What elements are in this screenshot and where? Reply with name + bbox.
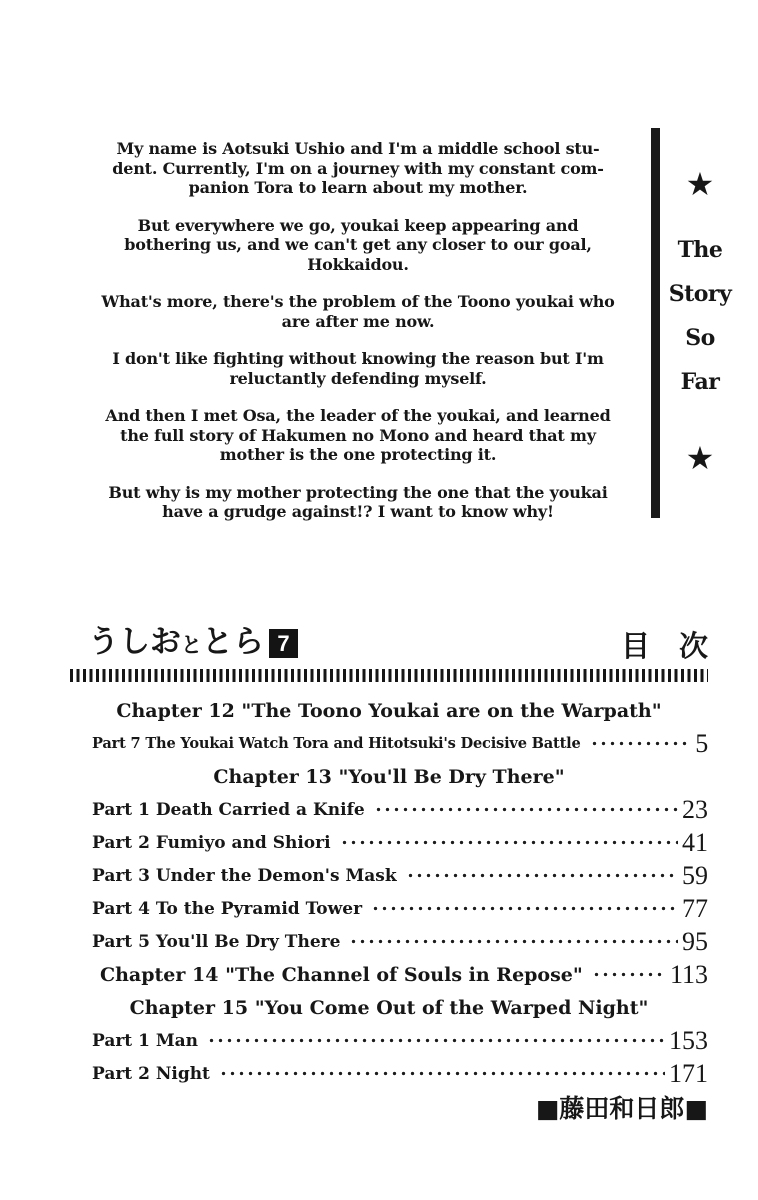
story-paragraph: But everywhere we go, youkai keep appearing and bothering us, and we can't get any closer to our goal, Hokkaidou. [124, 215, 592, 274]
toc-chapter-row [70, 958, 708, 991]
entry-label: Part 4 To the Pyramid Tower [92, 898, 363, 919]
page-number: 153 [669, 1026, 708, 1055]
series-title-particle: と [181, 633, 202, 657]
toc-part-row [70, 727, 708, 760]
toc-header [70, 624, 708, 662]
author-credit: ■藤田和日郎■ [535, 1094, 708, 1123]
series-title [88, 625, 298, 662]
table-of-contents [70, 624, 708, 1124]
story-paragraph: And then I met Osa, the leader of the youkai, and learned the full story of Hakumen no Mono and heard that my mother is the one protecting it. [105, 406, 611, 464]
contents-label: 目 次 [620, 629, 708, 663]
page-number: 59 [682, 861, 708, 890]
story-recap-text [66, 139, 650, 522]
page-number: 5 [695, 729, 708, 758]
toc-part-row [70, 826, 708, 859]
dot-leader [217, 1069, 665, 1078]
page-number: 77 [682, 894, 708, 923]
dot-leader [372, 805, 678, 814]
story-paragraph: My name is Aotsuki Ushio and I'm a middle school stu- dent. Currently, I'm on a journey with my constant com- panion Tora to learn about my mother. [112, 139, 604, 197]
toc-part-row [70, 925, 708, 958]
page-number: 171 [669, 1059, 708, 1088]
entry-label: Chapter 12 "The Toono Youkai are on the Warpath" [116, 699, 662, 722]
toc-part-row [70, 859, 708, 892]
dot-leader [347, 937, 678, 946]
entry-label: Part 5 You'll Be Dry There [92, 931, 341, 952]
story-so-far-title-line: Far [680, 369, 720, 395]
dot-leader [338, 838, 678, 847]
entry-label: Part 7 The Youkai Watch Tora and Hitotsuki's Decisive Battle [92, 735, 581, 752]
toc-chapter-row [70, 991, 708, 1024]
series-title-text: とら [202, 624, 264, 660]
entry-label: Part 3 Under the Demon's Mask [92, 865, 397, 886]
star-icon: ★ [685, 165, 715, 203]
series-title-text: うしお [88, 624, 181, 660]
page-number: 41 [682, 828, 708, 857]
entry-label: Chapter 13 "You'll Be Dry There" [213, 765, 565, 788]
toc-part-row [70, 1057, 708, 1090]
dot-leader [205, 1036, 665, 1045]
entry-label: Part 1 Man [92, 1030, 199, 1051]
toc-part-row [70, 892, 708, 925]
story-so-far-title [660, 228, 740, 404]
dot-leader [404, 871, 678, 880]
story-so-far-title-line: The [677, 237, 723, 263]
entry-label: Chapter 14 "The Channel of Souls in Repose" [100, 963, 583, 986]
dot-leader [369, 904, 678, 913]
entry-label: Part 1 Death Carried a Knife [92, 799, 365, 820]
page-number: 23 [682, 795, 708, 824]
story-so-far-title-line: Story [668, 281, 732, 307]
dot-leader [588, 739, 692, 748]
toc-part-row [70, 793, 708, 826]
page-number: 113 [669, 960, 708, 989]
toc-chapter-row [70, 694, 708, 727]
story-paragraph: What's more, there's the problem of the Toono youkai who are after me now. [101, 292, 615, 331]
toc-entries [70, 694, 708, 1090]
striped-divider [70, 669, 708, 682]
star-icon: ★ [685, 439, 715, 477]
page-number: 95 [682, 927, 708, 956]
toc-chapter-row [70, 760, 708, 793]
story-sidebar [651, 128, 740, 518]
story-paragraph: But why is my mother protecting the one that the youkai have a grudge against!? I want to know why! [108, 482, 608, 521]
story-so-far-title-line: So [685, 325, 715, 351]
toc-part-row [70, 1024, 708, 1057]
entry-label: Part 2 Night [92, 1063, 210, 1084]
entry-label: Chapter 15 "You Come Out of the Warped Night" [129, 996, 649, 1019]
dot-leader [590, 970, 666, 979]
entry-label: Part 2 Fumiyo and Shiori [92, 832, 331, 853]
volume-badge: 7 [269, 629, 298, 658]
story-paragraph: I don't like fighting without knowing the reason but I'm reluctantly defending myself. [112, 349, 604, 388]
